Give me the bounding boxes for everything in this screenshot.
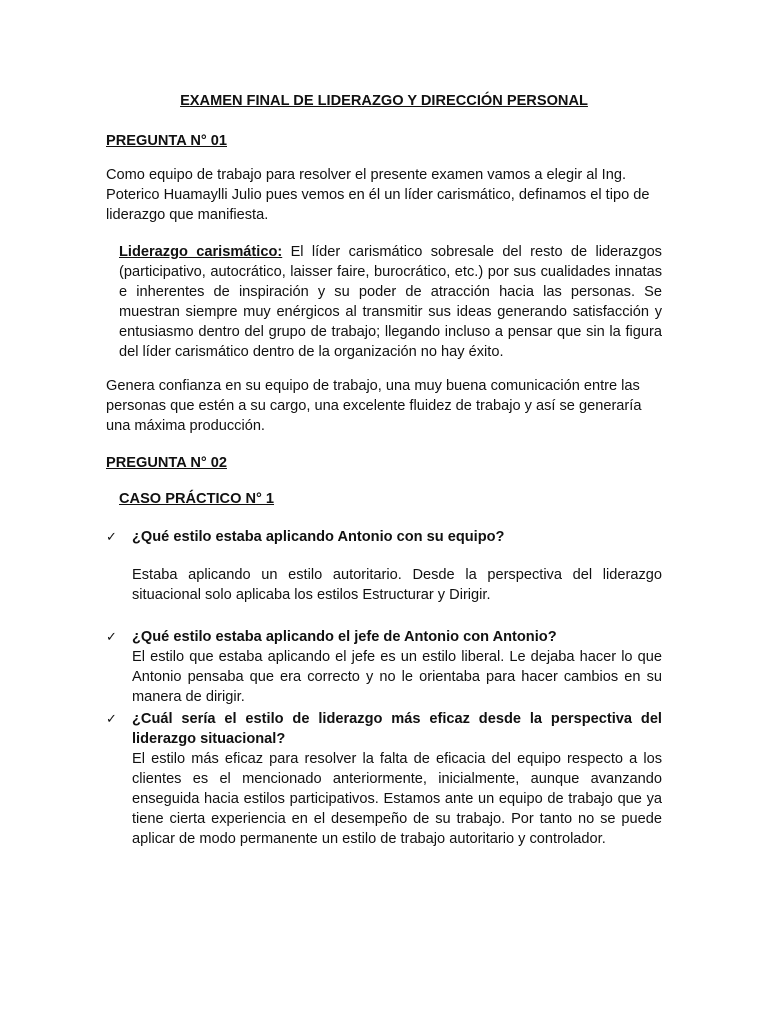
answer-text: El estilo que estaba aplicando el jefe es un estilo liberal. Le dejaba hacer lo que Antonio pensaba que era correcto y no le orientaba para hacer cambios en su manera de dirigir. bbox=[132, 649, 662, 705]
question-1-intro: Como equipo de trabajo para resolver el presente examen vamos a elegir al Ing. Poterico Huamaylli Julio pues vemos en él un líder carismático, definamos el tipo de liderazgo que manifiesta. bbox=[106, 167, 650, 223]
question-text: ¿Qué estilo estaba aplicando Antonio con su equipo? bbox=[132, 529, 505, 545]
question-1-heading: PREGUNTA N° 01 bbox=[106, 133, 227, 149]
charismatic-definition bbox=[119, 242, 662, 362]
definition-label: Liderazgo carismático: bbox=[119, 244, 283, 260]
question-item bbox=[106, 709, 662, 749]
check-icon: ✓ bbox=[106, 629, 117, 644]
document-title: EXAMEN FINAL DE LIDERAZGO Y DIRECCIÓN PERSONAL bbox=[180, 93, 588, 109]
answer-text: El estilo más eficaz para resolver la falta de eficacia del equipo respecto a los clientes es el mencionado anteriormente, inicialmente, aunque avanzando enseguida hacia estilos participativos. Estamos ante un equipo de trabajo que ya tiene cierta experiencia en el desempeño de su trabajo. Por tanto no se puede aplicar de modo permanente un estilo de trabajo autoritario y controlador. bbox=[132, 751, 662, 847]
question-text: ¿Cuál sería el estilo de liderazgo más eficaz desde la perspectiva del liderazgo situacional? bbox=[132, 711, 662, 747]
answer-text: Estaba aplicando un estilo autoritario. Desde la perspectiva del liderazgo situacional solo aplicaba los estilos Estructurar y Dirigir. bbox=[132, 567, 662, 603]
question-text: ¿Qué estilo estaba aplicando el jefe de Antonio con Antonio? bbox=[132, 629, 557, 645]
case-heading: CASO PRÁCTICO N° 1 bbox=[119, 491, 275, 507]
check-icon: ✓ bbox=[106, 711, 117, 726]
question-1-conclusion: Genera confianza en su equipo de trabajo, una muy buena comunicación entre las personas que estén a su cargo, una excelente fluidez de trabajo y así se generaría una máxima producción. bbox=[106, 378, 642, 434]
question-item bbox=[106, 627, 662, 647]
definition-text: El líder carismático sobresale del resto de liderazgos (participativo, autocrático, laisser faire, burocrático, etc.) por sus cualidades innatas e inherentes de inspiración y su poder de atracción hacia las personas. Se muestran siempre muy enérgicos al transmitir sus ideas generando satisfacción y entusiasmo dentro del grupo de trabajo; llegando incluso a pensar que sin la figura del líder carismático dentro de la organización no hay éxito. bbox=[119, 244, 662, 360]
question-item bbox=[106, 527, 662, 547]
question-2-heading: PREGUNTA N° 02 bbox=[106, 455, 227, 471]
check-icon: ✓ bbox=[106, 529, 117, 544]
